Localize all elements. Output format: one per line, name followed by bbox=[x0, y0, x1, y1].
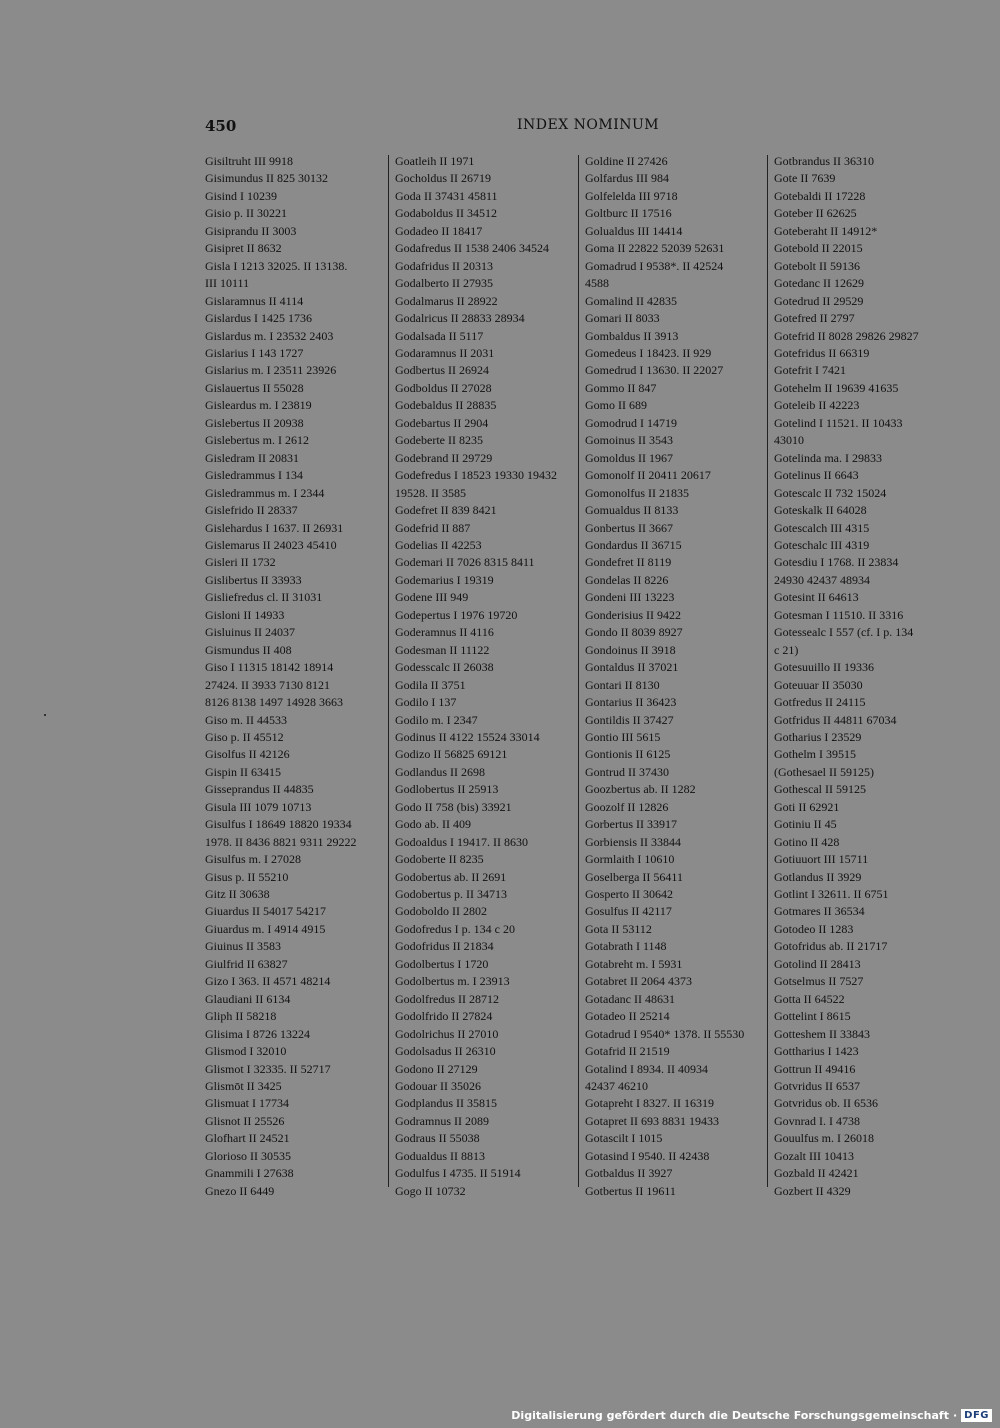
index-entry: Gotfridus II 44811 67034 bbox=[774, 712, 897, 727]
index-entry: Gomadrud I 9538*. II 42524 bbox=[585, 258, 724, 273]
index-column-3 bbox=[585, 153, 769, 1198]
index-entry: Goteschalc III 4319 bbox=[774, 537, 870, 552]
index-entry: Gotbertus II 19611 bbox=[585, 1183, 676, 1198]
index-entry: Golfelelda III 9718 bbox=[585, 188, 678, 203]
index-entry: Giso I 11315 18142 18914 bbox=[205, 660, 334, 675]
index-entry: Gisulfus m. I 27028 bbox=[205, 852, 301, 867]
index-entry: Gogo II 10732 bbox=[395, 1183, 466, 1198]
index-entry: Gotta II 64522 bbox=[774, 991, 845, 1006]
index-entry: Gotefridus II 66319 bbox=[774, 345, 870, 360]
index-entry: Gotefrid II 8028 29826 29827 bbox=[774, 328, 919, 343]
index-entry: Gottrun II 49416 bbox=[774, 1061, 856, 1076]
index-entry: Gislefrido II 28337 bbox=[205, 503, 298, 518]
index-entry: Glismod I 32010 bbox=[205, 1044, 287, 1059]
index-entry: Gispin II 63415 bbox=[205, 764, 281, 779]
index-entry: Godo II 758 (bis) 33921 bbox=[395, 799, 512, 814]
index-entry: Godalmarus II 28922 bbox=[395, 293, 498, 308]
index-entry: Gote II 7639 bbox=[774, 171, 836, 186]
index-entry: Gitz II 30638 bbox=[205, 887, 270, 902]
index-entry: Gotmares II 36534 bbox=[774, 904, 865, 919]
index-entry: Gisledrammus m. I 2344 bbox=[205, 485, 325, 500]
index-entry: Godefrid II 887 bbox=[395, 520, 471, 535]
index-entry: Gorbiensis II 33844 bbox=[585, 834, 681, 849]
index-entry: Gotbaldus II 3927 bbox=[585, 1166, 673, 1181]
index-entry: Godelias II 42253 bbox=[395, 537, 482, 552]
index-entry: c 21) bbox=[774, 642, 799, 657]
index-entry: Gomonolf II 20411 20617 bbox=[585, 468, 711, 483]
index-entry: Gondeni III 13223 bbox=[585, 590, 675, 605]
index-entry: Gisimundus II 825 30132 bbox=[205, 171, 328, 186]
index-entry: Godeberte II 8235 bbox=[395, 433, 483, 448]
index-entry: Gombaldus II 3913 bbox=[585, 328, 679, 343]
index-entry: Gotesman I 11510. II 3316 bbox=[774, 607, 904, 622]
index-entry: Gisio p. II 30221 bbox=[205, 206, 287, 221]
index-entry: Gotselmus II 7527 bbox=[774, 974, 864, 989]
index-entry: Godalsada II 5117 bbox=[395, 328, 484, 343]
index-entry: Godilo m. I 2347 bbox=[395, 712, 478, 727]
index-entry: Gontrud II 37430 bbox=[585, 764, 669, 779]
index-entry: Giso p. II 45512 bbox=[205, 729, 284, 744]
index-column-1 bbox=[205, 153, 389, 1198]
index-entry: Goteskalk II 64028 bbox=[774, 503, 867, 518]
index-entry: Gontaldus II 37021 bbox=[585, 660, 679, 675]
index-entry: Gontildis II 37427 bbox=[585, 712, 674, 727]
index-entry: Gislaramnus II 4114 bbox=[205, 293, 304, 308]
index-entry: Godolsadus II 26310 bbox=[395, 1044, 496, 1059]
index-column-4 bbox=[774, 153, 958, 1198]
index-entry: Gisolfus II 42126 bbox=[205, 747, 290, 762]
index-entry: Govnrad I. I 4738 bbox=[774, 1113, 860, 1128]
index-entry: Godafridus II 20313 bbox=[395, 258, 493, 273]
index-entry: Godbertus II 26924 bbox=[395, 363, 489, 378]
index-entry: Gislauertus II 55028 bbox=[205, 380, 304, 395]
index-entry: Gnammili I 27638 bbox=[205, 1166, 294, 1181]
index-entry: Gotiniu II 45 bbox=[774, 817, 837, 832]
index-entry: 8126 8138 1497 14928 3663 bbox=[205, 695, 343, 710]
index-entry: Godono II 27129 bbox=[395, 1061, 478, 1076]
index-entry: Gommo II 847 bbox=[585, 380, 657, 395]
index-entry: 42437 46210 bbox=[585, 1079, 648, 1094]
index-entry: Gisiprandu II 3003 bbox=[205, 223, 297, 238]
index-entry: Godobertus p. II 34713 bbox=[395, 887, 507, 902]
index-entry: Godulfus I 4735. II 51914 bbox=[395, 1166, 521, 1181]
index-entry: Giuinus II 3583 bbox=[205, 939, 281, 954]
index-entry: Gocholdus II 26719 bbox=[395, 171, 491, 186]
index-entry: Godoboldo II 2802 bbox=[395, 904, 487, 919]
index-entry: Glismuat I 17734 bbox=[205, 1096, 289, 1111]
index-entry: Gondefret II 8119 bbox=[585, 555, 672, 570]
index-entry: Gozalt III 10413 bbox=[774, 1148, 854, 1163]
index-entry: Gontarius II 36423 bbox=[585, 695, 677, 710]
index-entry: Gisledrammus I 134 bbox=[205, 468, 303, 483]
index-entry: Gomedrud I 13630. II 22027 bbox=[585, 363, 724, 378]
index-entry: Gotino II 428 bbox=[774, 834, 840, 849]
index-entry: Gosperto II 30642 bbox=[585, 887, 673, 902]
index-entry: Gotapreht I 8327. II 16319 bbox=[585, 1096, 714, 1111]
index-entry: Goti II 62921 bbox=[774, 799, 840, 814]
index-entry: Gisind I 10239 bbox=[205, 188, 277, 203]
index-entry: Gotvridus II 6537 bbox=[774, 1079, 860, 1094]
index-entry: Godebartus II 2904 bbox=[395, 415, 489, 430]
index-entry: Gomari II 8033 bbox=[585, 311, 660, 326]
index-entry: Gontionis II 6125 bbox=[585, 747, 671, 762]
index-entry: Gondo II 8039 8927 bbox=[585, 625, 683, 640]
index-entry: Gonderisius II 9422 bbox=[585, 607, 681, 622]
index-entry: Godaramnus II 2031 bbox=[395, 345, 495, 360]
index-entry: Gotascilt I 1015 bbox=[585, 1131, 663, 1146]
index-entry: Godebrand II 29729 bbox=[395, 450, 493, 465]
index-entry: III 10111 bbox=[205, 276, 250, 291]
index-entry: Godemari II 7026 8315 8411 bbox=[395, 555, 535, 570]
index-entry: Godebaldus II 28835 bbox=[395, 398, 497, 413]
index-entry: Goteuuar II 35030 bbox=[774, 677, 863, 692]
index-entry: Godefret II 839 8421 bbox=[395, 503, 497, 518]
index-entry: Gotadrud I 9540* 1378. II 55530 bbox=[585, 1026, 745, 1041]
index-entry: Godofridus II 21834 bbox=[395, 939, 494, 954]
index-entry: Gotefred II 2797 bbox=[774, 311, 855, 326]
index-entry: Goldine II 27426 bbox=[585, 154, 668, 168]
index-entry: Gormlaith I 10610 bbox=[585, 852, 675, 867]
scan-speck bbox=[44, 714, 46, 716]
index-entry: Gota II 53112 bbox=[585, 921, 652, 936]
index-entry: Godolbertus m. I 23913 bbox=[395, 974, 510, 989]
index-entry: Gotedrud II 29529 bbox=[774, 293, 864, 308]
index-entry: Giuardus II 54017 54217 bbox=[205, 904, 326, 919]
index-entry: Gotesdiu I 1768. II 23834 bbox=[774, 555, 899, 570]
index-entry: Goda II 37431 45811 bbox=[395, 188, 498, 203]
index-entry: Gisseprandus II 44835 bbox=[205, 782, 314, 797]
index-entry: Godramnus II 2089 bbox=[395, 1113, 489, 1128]
index-entry: Goozolf II 12826 bbox=[585, 799, 669, 814]
index-entry: Gotabrath I 1148 bbox=[585, 939, 667, 954]
index-entry: Godualdus II 8813 bbox=[395, 1148, 485, 1163]
index-entry: Gottharius I 1423 bbox=[774, 1044, 859, 1059]
index-entry: Giso m. II 44533 bbox=[205, 712, 287, 727]
index-entry: Gotesint II 64613 bbox=[774, 590, 859, 605]
index-entry: Godouar II 35026 bbox=[395, 1079, 481, 1094]
index-entry: Gomedeus I 18423. II 929 bbox=[585, 345, 712, 360]
index-entry: Glaudiani II 6134 bbox=[205, 991, 291, 1006]
index-entry: Gotesuuillo II 19336 bbox=[774, 660, 874, 675]
index-entry: Godila II 3751 bbox=[395, 677, 466, 692]
index-entry: Gotodeo II 1283 bbox=[774, 921, 854, 936]
index-entry: Gisleardus m. I 23819 bbox=[205, 398, 312, 413]
index-entry: Gislardus m. I 23532 2403 bbox=[205, 328, 334, 343]
index-entry: Godizo II 56825 69121 bbox=[395, 747, 508, 762]
index-entry: Gotelind I 11521. II 10433 bbox=[774, 415, 903, 430]
index-entry: Gnezo II 6449 bbox=[205, 1183, 275, 1198]
index-entry: 1978. II 8436 8821 9311 29222 bbox=[205, 834, 357, 849]
index-entry: Godinus II 4122 15524 33014 bbox=[395, 729, 540, 744]
index-entry: Godafredus II 1538 2406 34524 bbox=[395, 241, 549, 256]
index-entry: Gosulfus II 42117 bbox=[585, 904, 672, 919]
index-entry: Godobertus ab. II 2691 bbox=[395, 869, 507, 884]
index-entry: Gotfredus II 24115 bbox=[774, 695, 866, 710]
index-entry: 24930 42437 48934 bbox=[774, 572, 870, 587]
index-entry: Gisleri II 1732 bbox=[205, 555, 276, 570]
index-entry: Goderamnus II 4116 bbox=[395, 625, 494, 640]
index-entry: Gotolind II 28413 bbox=[774, 956, 861, 971]
index-entry: Godlobertus II 25913 bbox=[395, 782, 499, 797]
index-entry: Goteberaht II 14912* bbox=[774, 223, 878, 238]
index-entry: Gotelinus II 6643 bbox=[774, 468, 859, 483]
index-entry: 4588 bbox=[585, 276, 609, 291]
index-entry: Gotapret II 693 8831 19433 bbox=[585, 1113, 719, 1128]
index-entry: Gotbrandus II 36310 bbox=[774, 154, 874, 168]
index-entry: Godalberto II 27935 bbox=[395, 276, 493, 291]
index-entry: Goteleib II 42223 bbox=[774, 398, 860, 413]
index-entry: Goselberga II 56411 bbox=[585, 869, 683, 884]
index-entry: Godilo I 137 bbox=[395, 695, 457, 710]
index-entry: Giulfrid II 63827 bbox=[205, 956, 288, 971]
index-entry: Gliph II 58218 bbox=[205, 1009, 277, 1024]
index-entry: Gonbertus II 3667 bbox=[585, 520, 673, 535]
index-entry: Gisiltruht III 9918 bbox=[205, 154, 293, 168]
index-entry: Glisnot II 25526 bbox=[205, 1113, 285, 1128]
index-entry: Glofhart II 24521 bbox=[205, 1131, 290, 1146]
index-entry: Godlandus II 2698 bbox=[395, 764, 485, 779]
index-entry: Gotlandus II 3929 bbox=[774, 869, 862, 884]
index-entry: Gotebold II 22015 bbox=[774, 241, 863, 256]
index-entry: Glismōt II 3425 bbox=[205, 1079, 282, 1094]
index-entry: Godaboldus II 34512 bbox=[395, 206, 497, 221]
index-entry: (Gothesael II 59125) bbox=[774, 764, 874, 779]
index-entry: Godraus II 55038 bbox=[395, 1131, 480, 1146]
index-entry: Golfardus III 984 bbox=[585, 171, 669, 186]
index-entry: Gotelinda ma. I 29833 bbox=[774, 450, 882, 465]
index-entry: Gislibertus II 33933 bbox=[205, 572, 302, 587]
index-entry: Godolfrido II 27824 bbox=[395, 1009, 493, 1024]
index-entry: Gotabret II 2064 4373 bbox=[585, 974, 692, 989]
index-entry: Gotvridus ob. II 6536 bbox=[774, 1096, 878, 1111]
index-entry: Gotlint I 32611. II 6751 bbox=[774, 887, 889, 902]
index-entry: Godofredus I p. 134 c 20 bbox=[395, 921, 515, 936]
index-entry: Gomonolfus II 21835 bbox=[585, 485, 689, 500]
index-entry: Godoaldus I 19417. II 8630 bbox=[395, 834, 528, 849]
index-entry: Gontio III 5615 bbox=[585, 729, 661, 744]
index-entry: Gotharius I 23529 bbox=[774, 729, 862, 744]
index-entry: Goma II 22822 52039 52631 bbox=[585, 241, 725, 256]
index-entry: Gismundus II 408 bbox=[205, 642, 292, 657]
index-entry: Goozbertus ab. II 1282 bbox=[585, 782, 696, 797]
page-number: 450 bbox=[205, 117, 237, 135]
index-entry: 43010 bbox=[774, 433, 804, 448]
index-entry: Gislebertus II 20938 bbox=[205, 415, 304, 430]
index-entry: Gotebaldi II 17228 bbox=[774, 188, 866, 203]
index-column-2 bbox=[395, 153, 579, 1198]
index-entry: Gomo II 689 bbox=[585, 398, 647, 413]
index-entry: Godboldus II 27028 bbox=[395, 380, 492, 395]
index-entry: Gothelm I 39515 bbox=[774, 747, 856, 762]
index-entry: Gislarius m. I 23511 23926 bbox=[205, 363, 337, 378]
index-entry: Gomoinus II 3543 bbox=[585, 433, 673, 448]
index-entry: Gotefrit I 7421 bbox=[774, 363, 846, 378]
index-entry: Gozbert II 4329 bbox=[774, 1183, 851, 1198]
index-entry: Gisus p. II 55210 bbox=[205, 869, 289, 884]
digitization-footer: Digitalisierung gefördert durch die Deutsche Forschungsgemeinschaft · DFG bbox=[511, 1409, 992, 1422]
index-entry: Godesman II 11122 bbox=[395, 642, 490, 657]
page-header bbox=[205, 117, 965, 137]
index-entry: Gizo I 363. II 4571 48214 bbox=[205, 974, 331, 989]
index-entry: Gomualdus II 8133 bbox=[585, 503, 679, 518]
index-entry: Gotescalc II 732 15024 bbox=[774, 485, 887, 500]
index-entry: Godefredus I 18523 19330 19432 bbox=[395, 468, 557, 483]
index-entry: Godolbertus I 1720 bbox=[395, 956, 489, 971]
index-entry: Glorioso II 30535 bbox=[205, 1148, 291, 1163]
dfg-logo: DFG bbox=[961, 1409, 992, 1422]
index-entry: Gislebertus m. I 2612 bbox=[205, 433, 309, 448]
index-entry: Golualdus III 14414 bbox=[585, 223, 683, 238]
index-entry: Gothescal II 59125 bbox=[774, 782, 866, 797]
index-entry: Gomalind II 42835 bbox=[585, 293, 677, 308]
index-entry: Gisla I 1213 32025. II 13138. bbox=[205, 258, 348, 273]
index-entry: Gisulfus I 18649 18820 19334 bbox=[205, 817, 352, 832]
index-entry: Godolfredus II 28712 bbox=[395, 991, 499, 1006]
index-entry: Gotasind I 9540. II 42438 bbox=[585, 1148, 710, 1163]
index-entry: Gotehelm II 19639 41635 bbox=[774, 380, 899, 395]
index-entry: 27424. II 3933 7130 8121 bbox=[205, 677, 330, 692]
index-entry: Goltburc II 17516 bbox=[585, 206, 672, 221]
index-entry: Godesscalc II 26038 bbox=[395, 660, 494, 675]
index-entry: Gondelas II 8226 bbox=[585, 572, 669, 587]
index-entry: Gotescalch III 4315 bbox=[774, 520, 870, 535]
index-entry: Gotadanc II 48631 bbox=[585, 991, 675, 1006]
index-entry: Glisima I 8726 13224 bbox=[205, 1026, 310, 1041]
index-entry: Godene III 949 bbox=[395, 590, 469, 605]
index-entry: Gisliefredus cl. II 31031 bbox=[205, 590, 323, 605]
index-entry: Giuardus m. I 4914 4915 bbox=[205, 921, 326, 936]
index-entry: Gomodrud I 14719 bbox=[585, 415, 677, 430]
running-title: INDEX NOMINUM bbox=[517, 117, 660, 133]
funding-credit: Digitalisierung gefördert durch die Deutsche Forschungsgemeinschaft bbox=[511, 1409, 949, 1422]
index-entry: Gislarius I 143 1727 bbox=[205, 345, 304, 360]
index-entry: Godoberte II 8235 bbox=[395, 852, 484, 867]
index-entry: Gondoinus II 3918 bbox=[585, 642, 676, 657]
index-entry: Godo ab. II 409 bbox=[395, 817, 471, 832]
index-entry: Godemarius I 19319 bbox=[395, 572, 494, 587]
index-entry: Gislemarus II 24023 45410 bbox=[205, 537, 337, 552]
index-entry: Gisluinus II 24037 bbox=[205, 625, 295, 640]
index-entry: Gotadeo II 25214 bbox=[585, 1009, 670, 1024]
index-entry: Gisula III 1079 10713 bbox=[205, 799, 312, 814]
index-entry: Godplandus II 35815 bbox=[395, 1096, 497, 1111]
index-entry: Godalricus II 28833 28934 bbox=[395, 311, 525, 326]
index-entry: Gomoldus II 1967 bbox=[585, 450, 673, 465]
index-entry: Gislardus I 1425 1736 bbox=[205, 311, 312, 326]
index-entry: Gontari II 8130 bbox=[585, 677, 660, 692]
index-entry: Gisipret II 8632 bbox=[205, 241, 282, 256]
index-entry: Gotabreht m. I 5931 bbox=[585, 956, 683, 971]
index-entry: Godadeo II 18417 bbox=[395, 223, 483, 238]
index-entry: Gisledram II 20831 bbox=[205, 450, 299, 465]
index-entry: 19528. II 3585 bbox=[395, 485, 466, 500]
index-entry: Godepertus I 1976 19720 bbox=[395, 607, 518, 622]
index-entry: Gotteshem II 33843 bbox=[774, 1026, 870, 1041]
index-entry: Gotofridus ab. II 21717 bbox=[774, 939, 888, 954]
index-entry: Gislehardus I 1637. II 26931 bbox=[205, 520, 344, 535]
index-entry: Gotedanc II 12629 bbox=[774, 276, 864, 291]
index-entry: Gisloni II 14933 bbox=[205, 607, 285, 622]
index-entry: Godolrichus II 27010 bbox=[395, 1026, 499, 1041]
index-entry: Gotalind I 8934. II 40934 bbox=[585, 1061, 708, 1076]
index-entry: Gorbertus II 33917 bbox=[585, 817, 677, 832]
index-entry: Gotiuuort III 15711 bbox=[774, 852, 869, 867]
index-entry: Gozbald II 42421 bbox=[774, 1166, 859, 1181]
index-entry: Goteber II 62625 bbox=[774, 206, 857, 221]
index-entry: Glismot I 32335. II 52717 bbox=[205, 1061, 331, 1076]
index-entry: Gondardus II 36715 bbox=[585, 537, 682, 552]
index-entry: Goatleih II 1971 bbox=[395, 154, 475, 168]
index-entry: Gouulfus m. I 26018 bbox=[774, 1131, 874, 1146]
index-entry: Gotafrid II 21519 bbox=[585, 1044, 670, 1059]
index-entry: Gotebolt II 59136 bbox=[774, 258, 860, 273]
index-entry: Gottelint I 8615 bbox=[774, 1009, 851, 1024]
index-entry: Gotessealc I 557 (cf. I p. 134 bbox=[774, 625, 914, 640]
